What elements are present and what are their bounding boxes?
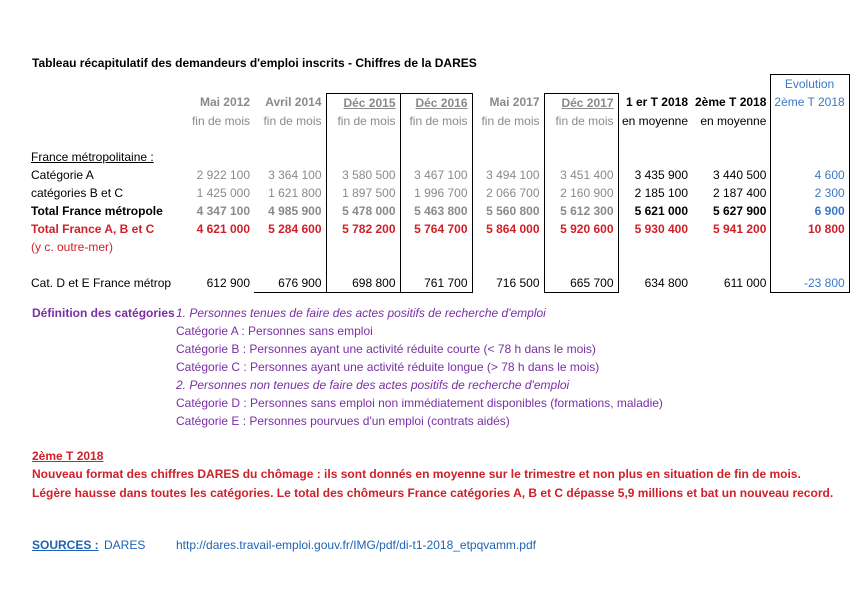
section-label: France métropolitaine : <box>31 149 154 164</box>
sources-name: DARES <box>104 538 146 552</box>
col-header: Déc 2017 <box>544 93 618 112</box>
cell: 5 764 700 <box>400 220 472 238</box>
notes-line: Nouveau format des chiffres DARES du chômage : ils sont donnés en moyenne sur le trimestre et non plus en situation de fin de mois. <box>32 467 801 481</box>
cell: 2 160 900 <box>544 184 618 202</box>
cell: 5 627 900 <box>713 203 767 218</box>
cell: 3 364 100 <box>254 166 326 184</box>
evolution-cell: 6 900 <box>771 202 849 220</box>
evolution-cell: 4 600 <box>771 166 849 184</box>
table-row <box>28 274 849 293</box>
cell: 634 800 <box>644 275 688 290</box>
row-label: (y c. outre-mer) <box>31 239 114 254</box>
cell: 5 782 200 <box>326 220 400 238</box>
cell: 4 347 100 <box>196 203 250 218</box>
cell: 1 996 700 <box>400 184 472 202</box>
cell: 4 985 900 <box>254 202 326 220</box>
col-header: Déc 2016 <box>400 93 472 112</box>
cell: 5 864 000 <box>486 221 540 236</box>
row-label: Total France métropole <box>31 203 163 218</box>
cell: 3 580 500 <box>326 166 400 184</box>
col-subheader: fin de mois <box>544 112 618 130</box>
table-row <box>28 220 849 238</box>
row-label: catégories B et C <box>31 185 124 200</box>
cell: 1 425 000 <box>196 185 250 200</box>
col-subheader: fin de mois <box>254 112 326 130</box>
definition-line: Catégorie E : Personnes pourvues d'un emploi (contrats aidés) <box>176 414 510 428</box>
col-subheader: fin de mois <box>191 113 250 128</box>
evolution-cell: -23 800 <box>771 274 849 293</box>
cell: 5 478 000 <box>326 202 400 220</box>
cell: 3 494 100 <box>486 167 540 182</box>
cell: 3 435 900 <box>634 167 688 182</box>
definition-line: 2. Personnes non tenues de faire des actes positifs de recherche d'emploi <box>176 378 570 392</box>
col-header: Déc 2015 <box>326 93 400 112</box>
cell: 3 451 400 <box>544 166 618 184</box>
cell: 1 621 800 <box>254 184 326 202</box>
cell: 611 000 <box>723 275 767 290</box>
col-subheader: fin de mois <box>400 112 472 130</box>
cell: 5 463 800 <box>400 202 472 220</box>
cell: 4 621 000 <box>196 221 250 236</box>
col-header: 2ème T 2018 <box>695 95 767 110</box>
table-row <box>28 166 849 184</box>
col-header: 1 er T 2018 <box>625 95 688 110</box>
sources-link[interactable]: http://dares.travail-emploi.gouv.fr/IMG/pdf/di-t1-2018_etpqvamm.pdf <box>176 538 536 552</box>
evolution-cell: 2 300 <box>771 184 849 202</box>
cell: 5 920 600 <box>544 220 618 238</box>
cell: 5 560 800 <box>486 203 540 218</box>
col-subheader: fin de mois <box>481 113 540 128</box>
evolution-cell: 10 800 <box>771 220 849 238</box>
col-subheader: en moyenne <box>700 113 767 128</box>
cell: 5 621 000 <box>634 203 688 218</box>
definitions-heading: Définition des catégories <box>32 306 175 320</box>
sources-label: SOURCES : <box>32 538 99 552</box>
row-label: Cat. D et E France métrop <box>31 275 172 290</box>
cell: 665 700 <box>544 274 618 293</box>
definition-line: Catégorie D : Personnes sans emploi non immédiatement disponibles (formations, maladie) <box>176 396 663 410</box>
cell: 5 284 600 <box>254 220 326 238</box>
evolution-header-1: Evolution <box>771 75 849 94</box>
evolution-header-2: 2ème T 2018 <box>771 93 849 112</box>
col-subheader: fin de mois <box>326 112 400 130</box>
cell: 716 500 <box>496 275 540 290</box>
cell: 5 612 300 <box>544 202 618 220</box>
cell: 612 900 <box>206 275 250 290</box>
definition-line: Catégorie C : Personnes ayant une activité réduite longue (> 78 h dans le mois) <box>176 360 600 374</box>
row-label: Catégorie A <box>31 167 94 182</box>
col-subheader: en moyenne <box>621 113 688 128</box>
cell: 676 900 <box>254 274 326 293</box>
page-title: Tableau récapitulatif des demandeurs d'emploi inscrits - Chiffres de la DARES <box>32 56 477 70</box>
cell: 1 897 500 <box>326 184 400 202</box>
row-label: Total France A, B et C <box>31 221 155 236</box>
cell: 698 800 <box>326 274 400 293</box>
data-table <box>28 74 850 293</box>
notes-heading: 2ème T 2018 <box>32 449 104 463</box>
definition-line: 1. Personnes tenues de faire des actes positifs de recherche d'emploi <box>176 306 546 320</box>
table-row <box>28 202 849 220</box>
definition-line: Catégorie A : Personnes sans emploi <box>176 324 373 338</box>
definition-line: Catégorie B : Personnes ayant une activité réduite courte (< 78 h dans le mois) <box>176 342 596 356</box>
cell: 2 185 100 <box>634 185 688 200</box>
cell: 3 467 100 <box>400 166 472 184</box>
table-row <box>28 184 849 202</box>
cell: 3 440 500 <box>713 167 767 182</box>
cell: 5 941 200 <box>713 221 767 236</box>
cell: 2 066 700 <box>486 185 540 200</box>
col-header: Mai 2012 <box>199 95 250 110</box>
cell: 2 187 400 <box>713 185 767 200</box>
notes-line: Légère hausse dans toutes les catégories. Le total des chômeurs France catégories A, B et C dépasse 5,9 millions et bat un nouveau record. <box>32 486 834 500</box>
cell: 5 930 400 <box>634 221 688 236</box>
col-header: Avril 2014 <box>254 93 326 112</box>
cell: 2 922 100 <box>196 167 250 182</box>
cell: 761 700 <box>400 274 472 293</box>
col-header: Mai 2017 <box>489 95 540 110</box>
